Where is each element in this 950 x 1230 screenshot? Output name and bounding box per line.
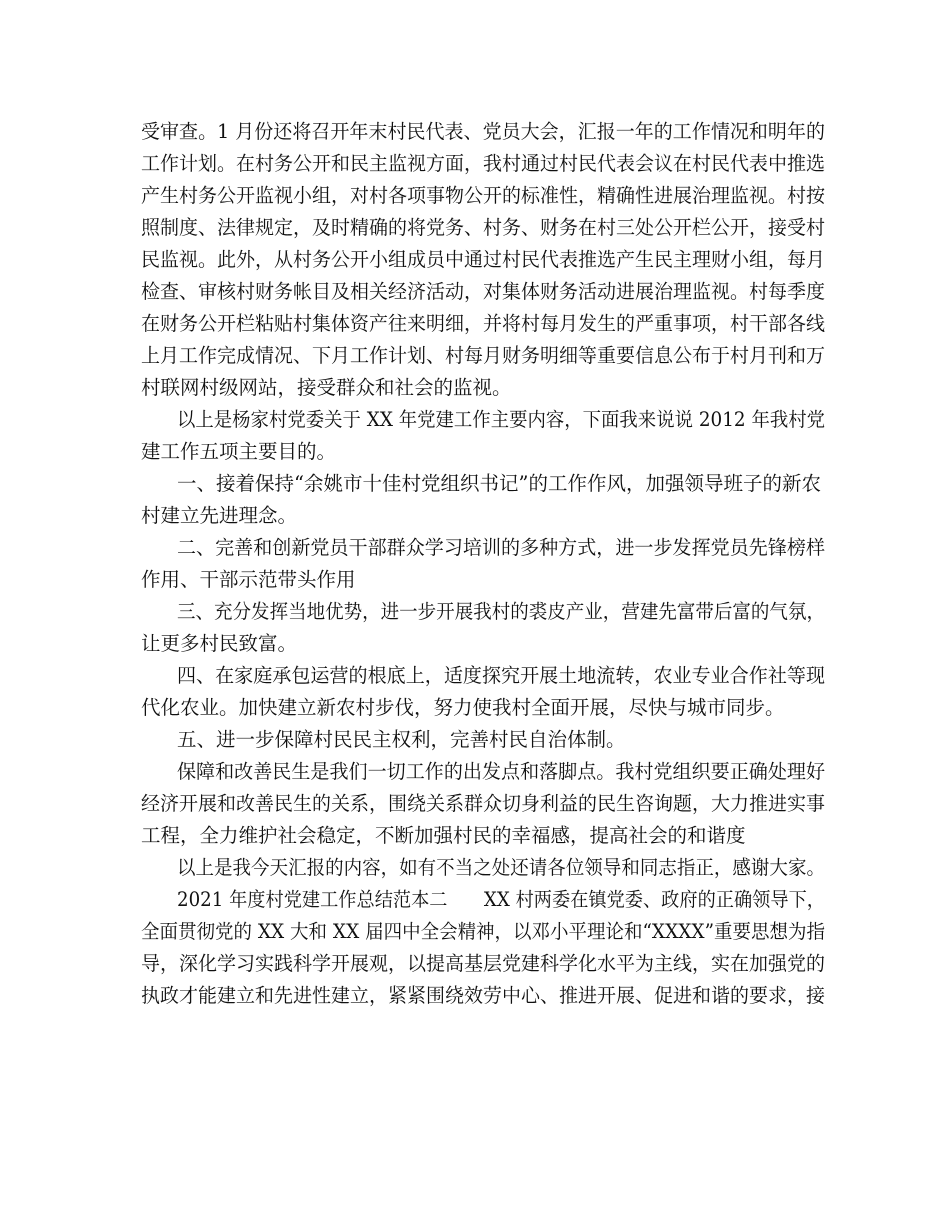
text-line: 五、进一步保障村民民主权利，完善村民自治体制。 [177,728,626,751]
text-line: 全面贯彻党的 XX 大和 XX 届四中全会精神，以邓小平理论和“XXXX”重要思想为指 [141,920,826,943]
text-line: 代化农业。加快建立新农村步伐，努力使我村全面开展，尽快与城市同步。 [141,696,785,719]
text-line: 民监视。此外，从村务公开小组成员中通过村民代表推选产生民主理财小组，每月 [141,248,825,271]
text-line: 三、充分发挥当地优势，进一步开展我村的裘皮产业，营建先富带后富的气氛， [177,600,825,623]
text-line: 照制度、法律规定，及时精确的将党务、村务、财务在村三处公开栏公开，接受村 [141,216,825,239]
text-line: 工程，全力维护社会稳定，不断加强村民的幸福感，提高社会的和谐度 [141,824,746,847]
text-line: 导，深化学习实践科学开展观，以提高基层党建科学化水平为主线，实在加强党的 [141,952,825,975]
text-line: 执政才能建立和先进性建立，紧紧围绕效劳中心、推进开展、促进和谐的要求，接 [141,984,825,1007]
text-line: 以上是我今天汇报的内容，如有不当之处还请各位领导和同志指正，感谢大家。 [177,856,825,879]
text-line: 保障和改善民生是我们一切工作的出发点和落脚点。我村党组织要正确处理好 [177,760,826,783]
text-line: 上月工作完成情况、下月工作计划、村每月财务明细等重要信息公布于村月刊和万 [141,344,825,367]
text-line: 经济开展和改善民生的关系，围绕关系群众切身利益的民生咨询题，大力推进实事 [141,792,825,815]
text-line: 村建立先进理念。 [141,504,298,527]
text-line: 在财务公开栏粘贴村集体资产往来明细，并将村每月发生的严重事项，村干部各线 [141,312,825,335]
document-body [141,116,825,1012]
text-line: 一、接着保持“余姚市十佳村党组织书记”的工作作风，加强领导班子的新农 [177,472,821,495]
text-line: 作用、干部示范带头作用 [141,568,356,591]
text-line: 工作计划。在村务公开和民主监视方面，我村通过村民代表会议在村民代表中推选 [141,152,825,175]
text-line: 四、在家庭承包运营的根底上，适度探究开展土地流转，农业专业合作社等现 [177,664,826,687]
text-line: 检查、审核村财务帐目及相关经济活动，对集体财务活动进展治理监视。村每季度 [141,280,825,303]
text-line: 建工作五项主要目的。 [141,440,337,463]
text-line: 2021 年度村党建工作总结范本二 XX 村两委在镇党委、政府的正确领导下， [177,888,825,911]
text-line: 受审查。1 月份还将召开年末村民代表、党员大会，汇报一年的工作情况和明年的 [141,120,826,143]
text-line: 以上是杨家村党委关于 XX 年党建工作主要内容，下面我来说说 2012 年我村党 [177,408,826,431]
text-line: 村联网村级网站，接受群众和社会的监视。 [141,376,512,399]
text-line: 产生村务公开监视小组，对村各项事物公开的标准性，精确性进展治理监视。村按 [141,184,825,207]
text-line: 让更多村民致富。 [141,632,298,655]
text-line: 二、完善和创新党员干部群众学习培训的多种方式，进一步发挥党员先锋榜样 [177,536,826,559]
